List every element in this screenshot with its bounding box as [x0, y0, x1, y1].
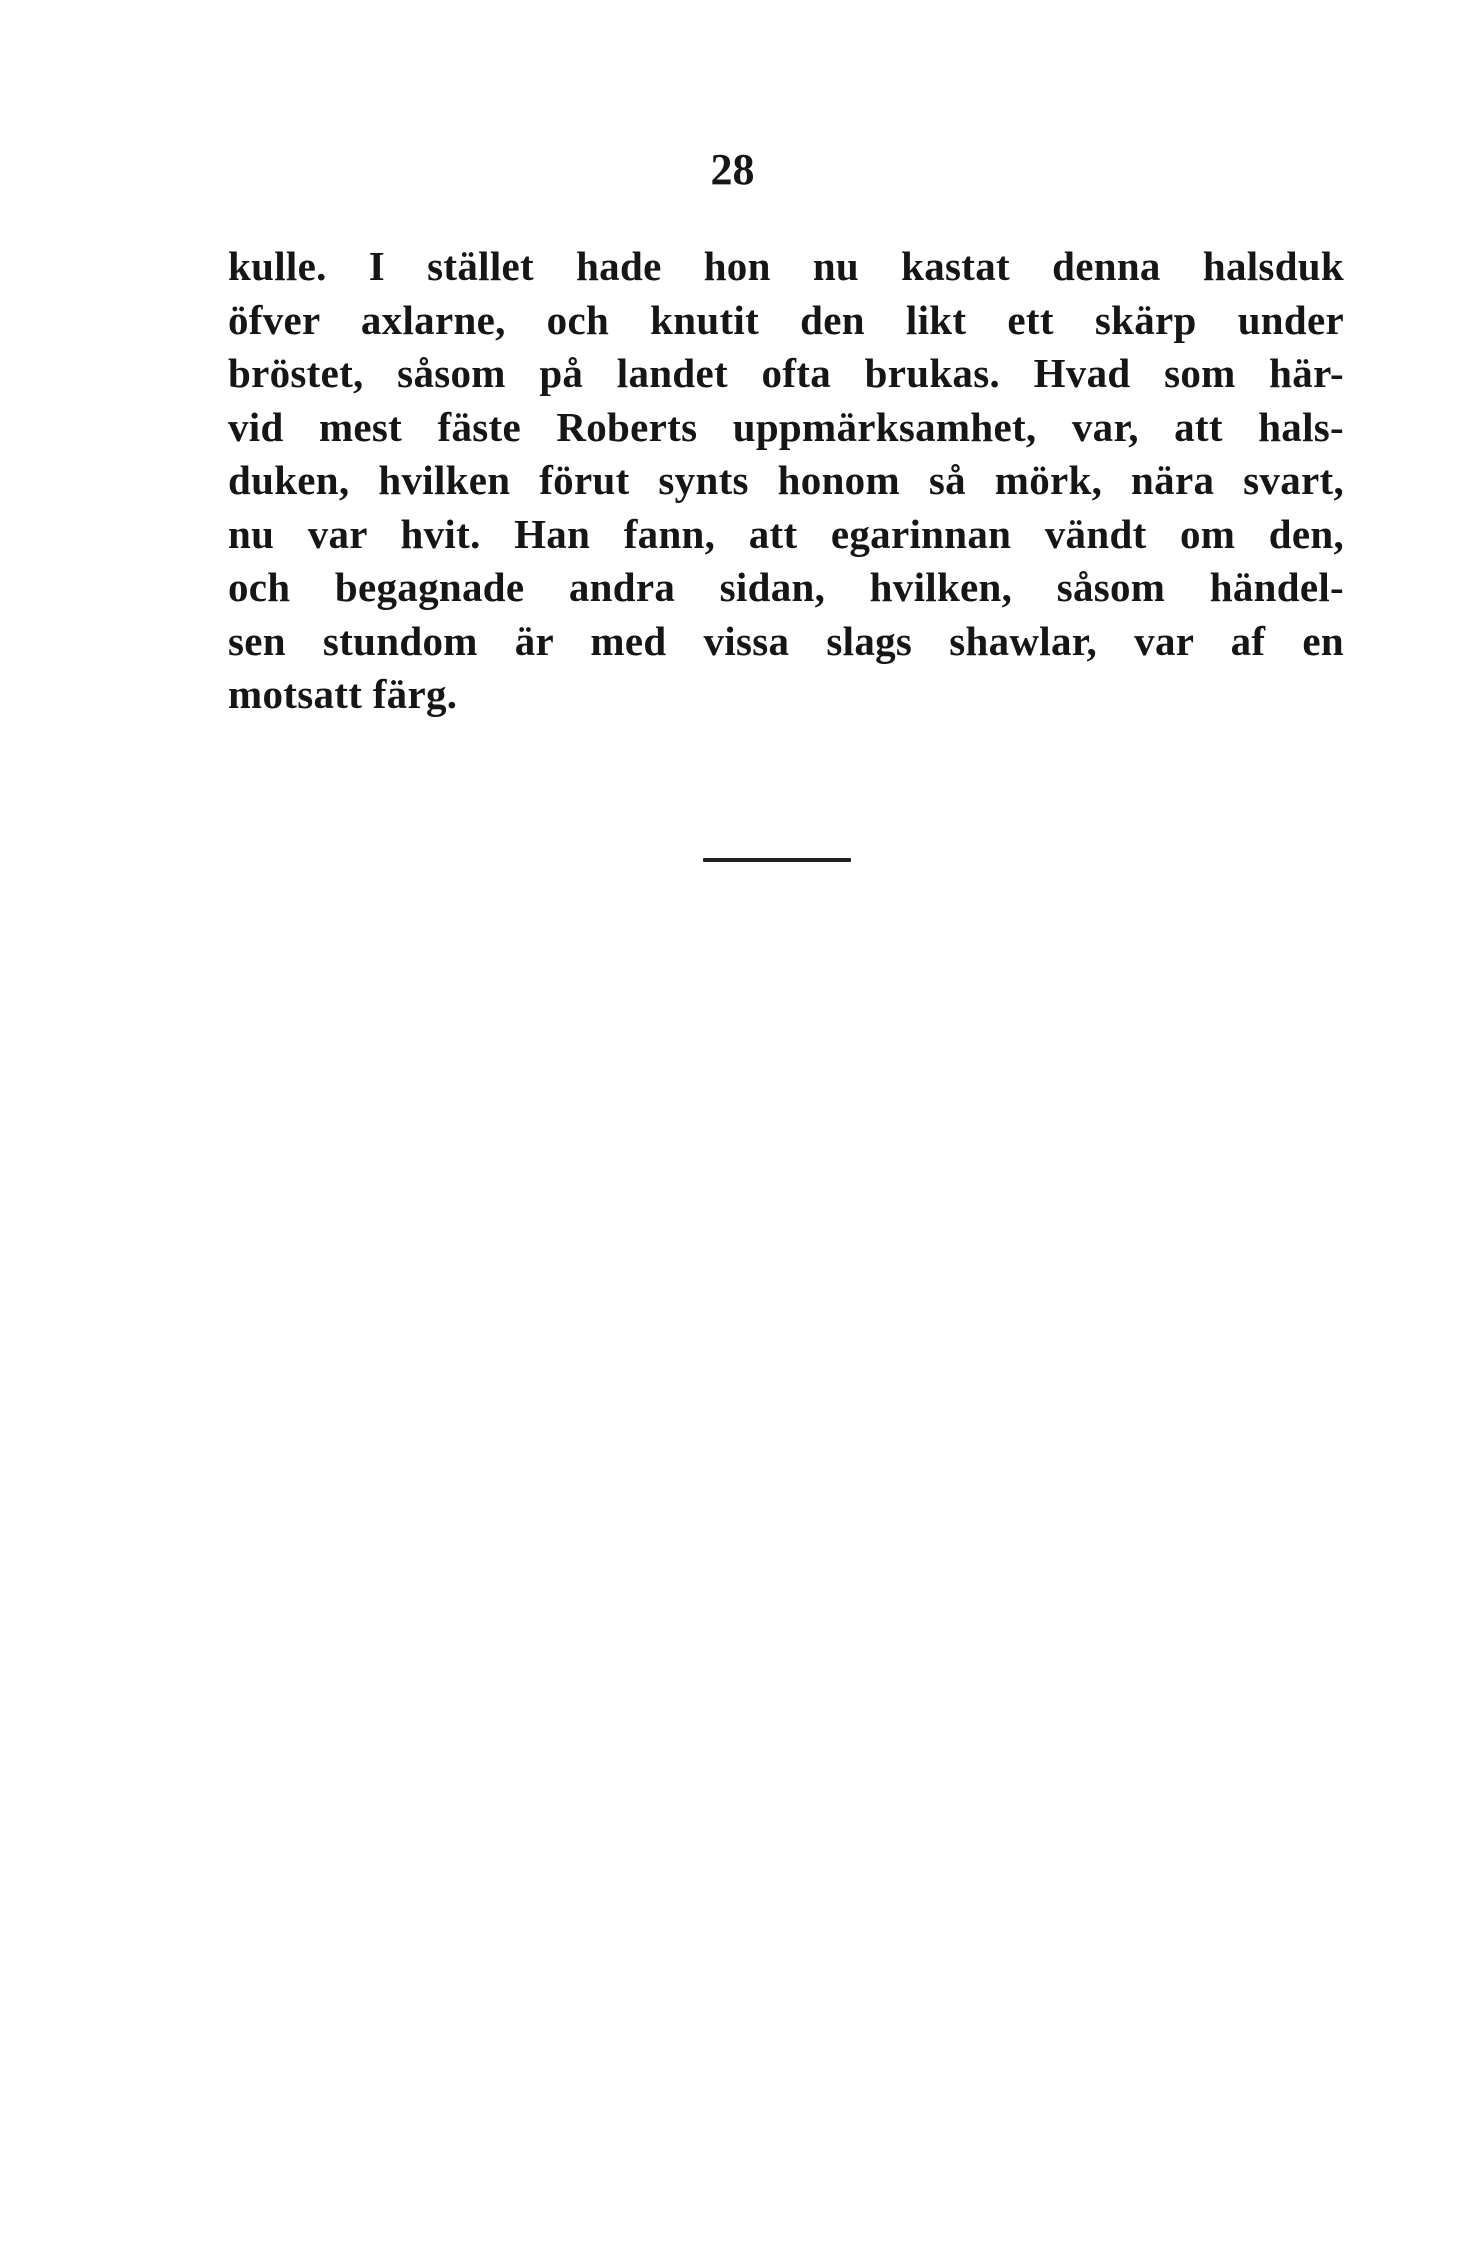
text-line: kulle. I stället hade hon nu kastat denna halsduk [228, 243, 1344, 289]
text-line: vid mest fäste Roberts uppmärksamhet, var, att hals- [228, 403, 1344, 450]
text-line: och begagnade andra sidan, hvilken, såsom händel- [228, 564, 1344, 610]
page-number: 28 [710, 145, 755, 194]
section-divider [703, 858, 851, 862]
text-line: bröstet, såsom på landet ofta brukas. Hvad som här- [228, 350, 1344, 396]
text-line: nu var hvit. Han fann, att egarinnan vändt om den, [228, 510, 1344, 557]
text-line: sen stundom är med vissa slags shawlar, var af en [228, 617, 1344, 664]
text-line: motsatt färg. [228, 671, 458, 717]
text-line: duken, hvilken förut synts honom så mörk, nära svart, [228, 457, 1344, 503]
body-paragraph [228, 240, 1344, 722]
text-line: öfver axlarne, och knutit den likt ett skärp under [228, 296, 1344, 343]
